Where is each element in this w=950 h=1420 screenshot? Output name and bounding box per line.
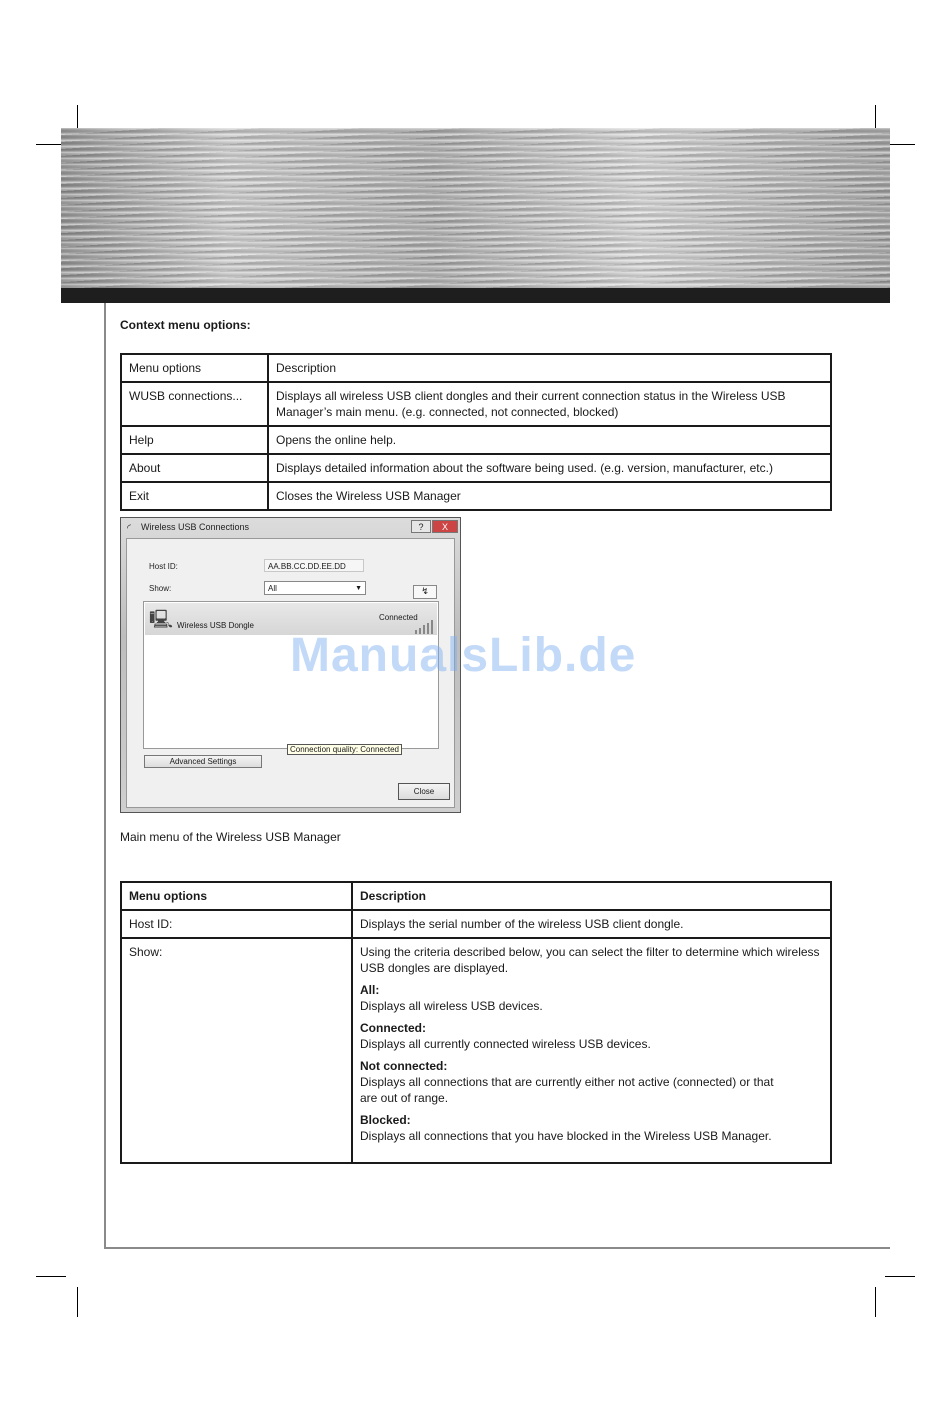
crop-mark [77,1287,78,1317]
wireless-app-icon: ◜ [127,523,131,534]
close-button[interactable]: Close [398,783,450,800]
filter-name: Connected: [360,1021,426,1035]
left-rule [104,303,106,1249]
table-cell-option: WUSB connections... [121,382,268,426]
context-menu-table [120,353,832,511]
show-intro: Using the criteria described below, you can select the filter to determine which wireless USB dongles are displayed. [360,945,820,975]
dialog-title: Wireless USB Connections [141,522,250,532]
table-header-cell: Description [352,882,831,910]
table-cell-description: Displays all wireless USB client dongles and their current connection status in the Wireless USB Manager’s main menu. (e.g. connected, not connected, blocked) [268,382,831,426]
advanced-settings-button[interactable]: Advanced Settings [144,755,262,768]
header-bar [61,288,890,303]
filter-description: Displays all connections that you have blocked in the Wireless USB Manager. [360,1129,772,1143]
figure-caption: Main menu of the Wireless USB Manager [120,830,341,844]
filter-description: Displays all wireless USB devices. [360,999,543,1013]
filter-name: All: [360,983,380,997]
table-header-cell: Menu options [121,354,268,382]
context-menu-heading: Context menu options: [120,318,251,332]
table-row [121,454,831,482]
table-row [121,382,831,426]
table-header-row [121,354,831,382]
help-button[interactable]: ? [411,520,431,533]
crop-mark [875,1287,876,1317]
crop-mark [885,1276,915,1277]
filter-block [360,982,823,1014]
table-row [121,910,831,938]
main-menu-table [120,881,832,1164]
table-cell-description: Opens the online help. [268,426,831,454]
filter-name: Not connected: [360,1059,448,1073]
table-cell-option: Help [121,426,268,454]
computer-icon: 🖳 [149,609,174,629]
filter-name: Blocked: [360,1113,411,1127]
header-banner [61,128,890,288]
refresh-button[interactable] [413,585,437,599]
table-cell-description [352,938,831,1163]
filter-block [360,1058,823,1106]
table-cell-description: Closes the Wireless USB Manager [268,482,831,510]
table-row [121,482,831,510]
table-cell-option: Host ID: [121,910,352,938]
chevron-down-icon: ▼ [355,585,362,592]
show-filter-select[interactable] [264,581,366,595]
table-header-row [121,882,831,910]
watermark: ManualsLib.de [290,629,637,682]
table-cell-description: Displays the serial number of the wireless USB client dongle. [352,910,831,938]
host-id-label: Host ID: [149,562,178,571]
table-cell-option: Exit [121,482,268,510]
table-row [121,938,831,1163]
table-cell-description: Displays detailed information about the software being used. (e.g. version, manufacturer, etc.) [268,454,831,482]
crop-mark [36,1276,66,1277]
device-name: Wireless USB Dongle [177,621,254,630]
connection-quality-tooltip: Connection quality: Connected [287,744,402,755]
table-cell-option: About [121,454,268,482]
table-header-cell: Description [268,354,831,382]
show-label: Show: [149,584,172,593]
close-window-button[interactable]: X [432,520,458,533]
host-id-field: AA.BB.CC.DD.EE.DD [264,559,364,572]
filter-description: Displays all connections that are currently either not active (connected) or that are out of range. [360,1075,774,1105]
table-cell-option: Show: [121,938,352,1163]
table-header-cell: Menu options [121,882,352,910]
device-status: Connected [379,613,418,622]
filter-description: Displays all currently connected wireless USB devices. [360,1037,651,1051]
show-filter-value: All [268,584,277,593]
table-row [121,426,831,454]
filter-block [360,1020,823,1052]
refresh-icon: ↯ [421,586,429,596]
filter-block [360,1112,823,1144]
bottom-rule [104,1247,890,1249]
